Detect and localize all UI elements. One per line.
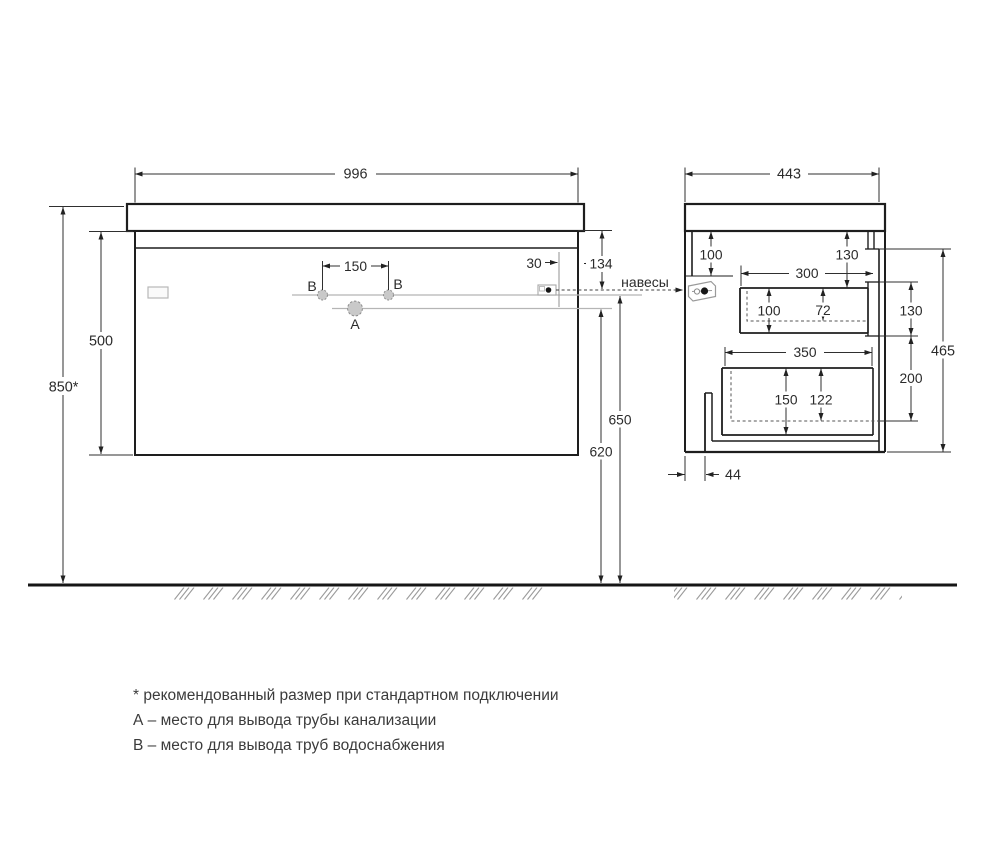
dim-mid-section xyxy=(880,337,928,422)
floor xyxy=(28,585,957,600)
front-view xyxy=(44,164,683,583)
dim-upper-drawer-height-value: 100 xyxy=(757,303,781,319)
dim-install-height-value: 850* xyxy=(48,379,79,396)
dim-lower-drawer-depth-value: 350 xyxy=(793,345,817,360)
side-cabinet-outline xyxy=(685,204,885,452)
legend-note-recommended: * рекомендованный размер при стандартном подключении xyxy=(133,687,559,704)
dim-depth-value: 443 xyxy=(776,166,802,183)
side-hanger-bracket xyxy=(689,282,716,302)
dim-hanger-floor-height xyxy=(604,296,636,583)
label-a: А xyxy=(350,316,360,332)
legend-note-a: А – место для вывода трубы канализации xyxy=(133,712,437,729)
dim-supply-spacing-value: 150 xyxy=(343,259,368,274)
dim-top-clearance xyxy=(694,232,728,276)
side-countertop xyxy=(685,204,885,231)
dim-upper-drawer-depth-value: 300 xyxy=(795,266,819,281)
dim-top-clearance-value: 100 xyxy=(699,247,723,263)
supply-hole-b-right xyxy=(384,290,394,300)
dim-rail-height xyxy=(879,282,928,336)
dim-carcass-height xyxy=(879,249,962,452)
dim-upper-drawer-height xyxy=(752,289,786,333)
dim-install-height xyxy=(44,207,124,584)
dim-hanger-top-offset xyxy=(578,231,616,290)
legend xyxy=(133,687,559,754)
front-left-clip-detail xyxy=(148,287,168,298)
dim-mid-section-value: 200 xyxy=(899,371,923,386)
dim-front-width xyxy=(135,164,578,203)
dim-front-offset-value: 44 xyxy=(724,467,742,484)
front-countertop xyxy=(127,204,584,231)
floor-hatching-left xyxy=(168,588,546,601)
drain-hole-a xyxy=(348,301,363,316)
dim-rail-height-value: 130 xyxy=(899,303,923,319)
dim-drain-floor-height xyxy=(585,310,617,584)
dim-hanger-edge-offset-value: 30 xyxy=(526,256,542,271)
hanger-screw-head xyxy=(701,287,708,294)
dim-back-top-offset-value: 130 xyxy=(835,247,859,263)
hangers-label: навесы xyxy=(621,274,669,290)
legend-note-b: В – место для вывода труб водоснабжения xyxy=(133,737,445,754)
dim-depth xyxy=(685,164,879,202)
dim-cabinet-height xyxy=(84,232,133,456)
dim-lower-drawer-depth xyxy=(725,344,872,366)
label-b-left: В xyxy=(307,278,317,294)
floor-hatching-right xyxy=(674,588,902,601)
supply-hole-b-left xyxy=(318,290,328,300)
dim-lower-drawer-height xyxy=(769,369,804,435)
side-view xyxy=(668,164,962,484)
dim-front-offset xyxy=(668,456,741,484)
dim-carcass-height-value: 465 xyxy=(930,343,956,360)
dim-upper-drawer-inner-height-value: 72 xyxy=(815,303,831,318)
dim-drain-floor-height-value: 620 xyxy=(589,444,613,460)
hanger-adjust-hole xyxy=(694,289,699,294)
dim-lower-drawer-inner-height xyxy=(805,369,838,421)
dim-hanger-top-offset-value: 134 xyxy=(589,256,613,272)
dim-front-width-value: 996 xyxy=(343,166,368,183)
dim-hanger-floor-height-value: 650 xyxy=(608,412,632,428)
dim-lower-drawer-inner-height-value: 122 xyxy=(809,392,833,408)
label-b-right: В xyxy=(393,276,403,292)
dim-upper-drawer-depth xyxy=(741,266,873,287)
front-hanger-screw xyxy=(546,287,552,293)
front-hanger-slot xyxy=(540,287,545,292)
dim-back-top-offset xyxy=(830,232,864,288)
dim-upper-drawer-inner-height xyxy=(809,289,837,321)
dim-cabinet-height-value: 500 xyxy=(88,333,114,350)
dim-lower-drawer-height-value: 150 xyxy=(774,392,798,408)
